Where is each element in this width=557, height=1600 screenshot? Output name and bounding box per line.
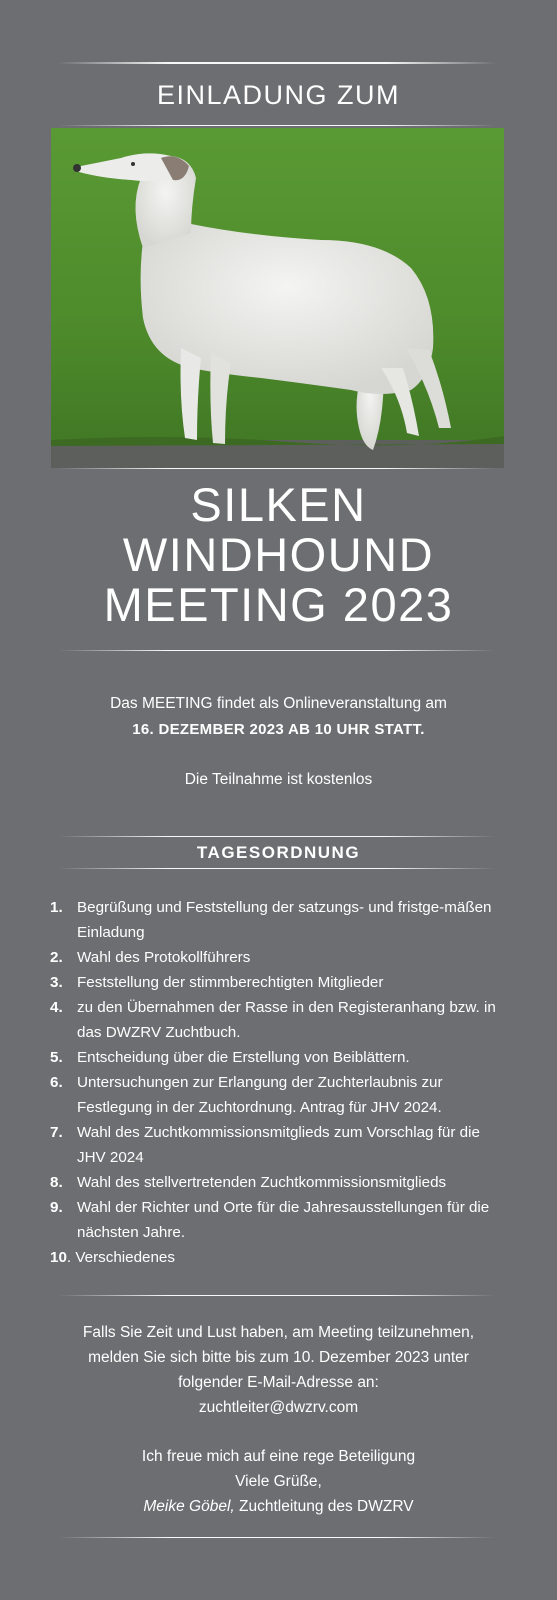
agenda-item (50, 1170, 510, 1195)
dog-photo (51, 128, 504, 468)
agenda-heading: TAGESORDNUNG (196, 843, 361, 862)
event-date: 16. DEZEMBER 2023 AB 10 UHR STATT. (132, 721, 425, 738)
agenda-item-number: 1. (50, 899, 63, 916)
title-line-2: WINDHOUND (122, 528, 435, 581)
signature-line-1: Ich freue mich auf eine rege Beteiligung (141, 1448, 416, 1465)
signer-name: Meike Göbel, (143, 1498, 235, 1515)
agenda-item-text: Begrüßung und Feststellung der satzungs- und fristge-mäßen Einladung (77, 899, 492, 941)
agenda-item-number: 6. (50, 1074, 63, 1091)
agenda-top-divider (58, 836, 496, 837)
agenda-item-text: Untersuchungen zur Erlangung der Zuchterlaubnis zur Festlegung in der Zuchtordnung. Antrag für JHV 2024. (77, 1074, 443, 1116)
intro-meeting-word: MEETING (141, 695, 213, 712)
agenda-item-number: 4. (50, 999, 63, 1016)
title-line-3: MEETING 2023 (103, 578, 454, 631)
silken-windhound-photo-icon (51, 128, 504, 468)
intro-line (0, 695, 557, 713)
agenda-item-text: Wahl des Zuchtkommissionsmitglieds zum Vorschlag für die JHV 2024 (77, 1124, 480, 1166)
agenda-item-text: zu den Übernahmen der Rasse in den Registeranhang bzw. in das DWZRV Zuchtbuch. (77, 999, 496, 1041)
agenda-item-text: Wahl des Protokollführers (77, 949, 251, 966)
photo-bottom-divider (58, 468, 496, 469)
intro-part-1: Das (110, 695, 142, 712)
top-divider (58, 62, 496, 64)
free-notice: Die Teilnahme ist kostenlos (184, 771, 373, 788)
title-divider (58, 650, 496, 651)
agenda-item-number: 3. (50, 974, 63, 991)
agenda-item (50, 895, 510, 945)
invite-line: EINLADUNG ZUM (156, 80, 400, 110)
agenda-item-text: Wahl des stellvertretenden Zuchtkommissionsmitglieds (77, 1174, 447, 1191)
closing-line-2: melden Sie sich bitte bis zum 10. Dezember 2023 unter (88, 1349, 469, 1366)
agenda-item-text: Wahl der Richter und Orte für die Jahresausstellungen für die nächsten Jahre. (77, 1199, 490, 1241)
contact-email[interactable]: zuchtleiter@dwzrv.com (198, 1399, 359, 1416)
agenda-list (50, 895, 510, 1270)
agenda-item (50, 1120, 510, 1170)
photo-top-divider (58, 125, 496, 126)
agenda-item (50, 1245, 510, 1270)
event-title (0, 480, 557, 630)
agenda-item-number: 7. (50, 1124, 63, 1141)
agenda-item-number: 2. (50, 949, 63, 966)
agenda-item-text: Entscheidung über die Erstellung von Beiblättern. (77, 1049, 410, 1066)
signature-line-2: Viele Grüße, (235, 1473, 322, 1490)
agenda-item (50, 1195, 510, 1245)
intro-part-2: findet als Onlineveranstaltung am (212, 695, 447, 712)
agenda-item-number: 5. (50, 1049, 63, 1066)
closing-line-1: Falls Sie Zeit und Lust haben, am Meeting teilzunehmen, (82, 1324, 475, 1341)
agenda-item-text: Feststellung der stimmberechtigten Mitglieder (77, 974, 384, 991)
signer-role: Zuchtleitung des DWZRV (234, 1498, 414, 1515)
signature-line-3 (0, 1494, 557, 1519)
agenda-item (50, 995, 510, 1045)
agenda-bottom-divider (58, 868, 496, 869)
agenda-item-number: 8. (50, 1174, 63, 1191)
bottom-divider (58, 1537, 496, 1538)
agenda-item-number: 9. (50, 1199, 63, 1216)
agenda-item (50, 945, 510, 970)
closing-divider (58, 1295, 496, 1296)
signature-block (0, 1444, 557, 1519)
closing-text (0, 1320, 557, 1420)
agenda-item (50, 970, 510, 995)
agenda-item-text: . Verschiedenes (66, 1249, 175, 1266)
closing-line-3: folgender E-Mail-Adresse an: (178, 1374, 379, 1391)
agenda-item (50, 1070, 510, 1120)
agenda-item-number: 10 (50, 1249, 67, 1266)
agenda-item (50, 1045, 510, 1070)
title-line-1: SILKEN (190, 478, 367, 531)
